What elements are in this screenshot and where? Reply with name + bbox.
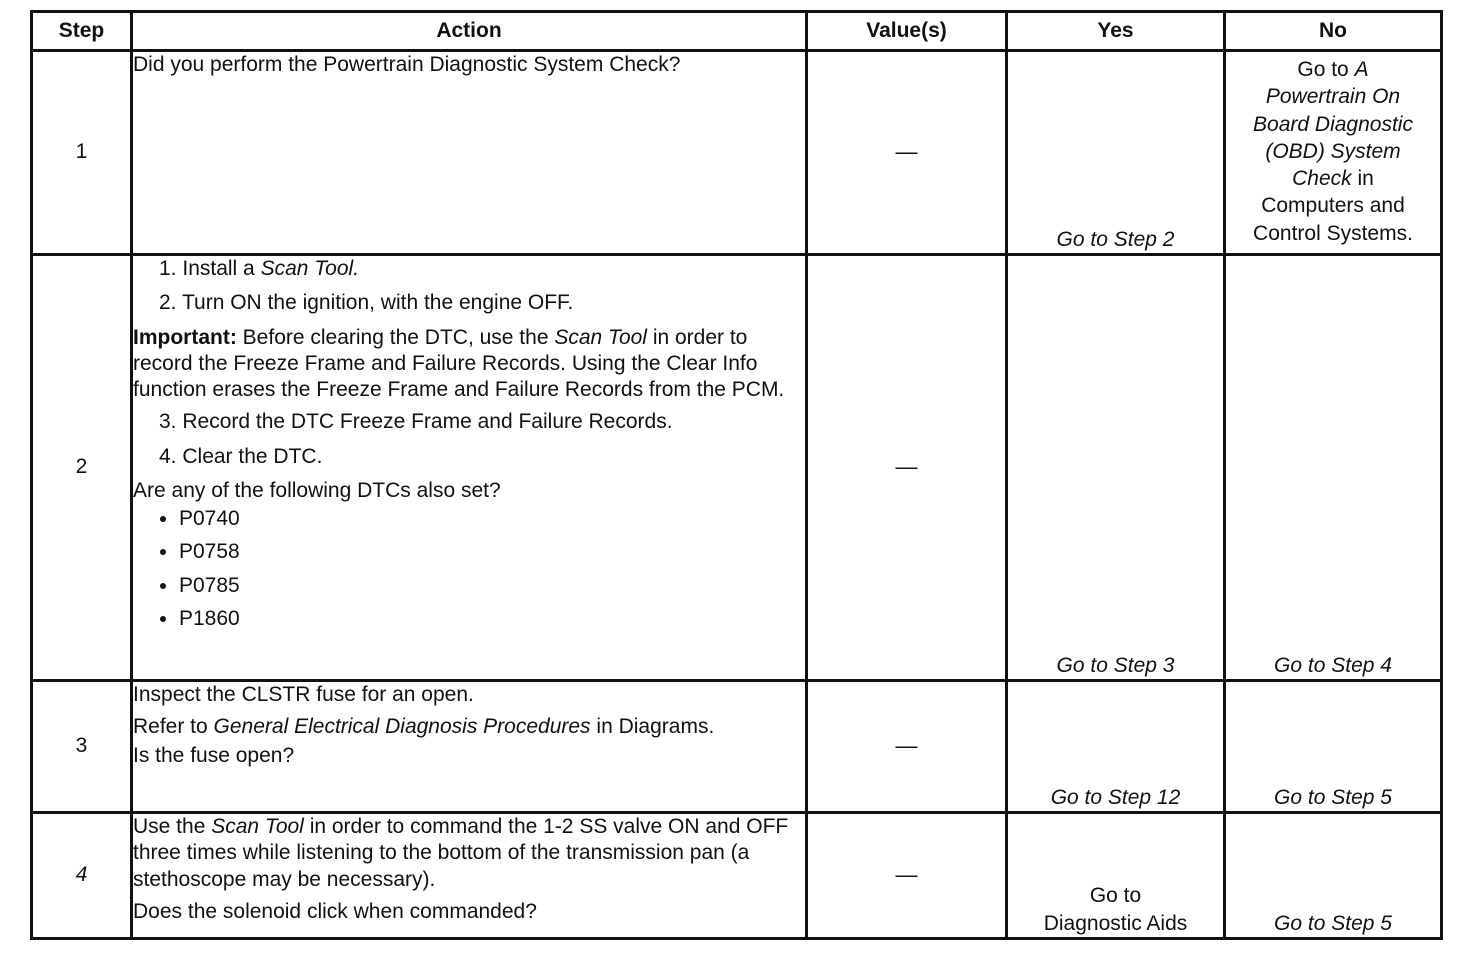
procedure-step	[155, 409, 805, 435]
no-cell	[1225, 255, 1442, 681]
header-values: Value(s)	[807, 12, 1007, 51]
action-cell	[132, 51, 807, 255]
action-cell	[132, 813, 807, 939]
table-row-step-1	[32, 51, 1442, 255]
table-row-step-4	[32, 813, 1442, 939]
refer-post: in Diagrams.	[596, 715, 715, 739]
step-number: 2	[32, 255, 132, 681]
yes-line: Diagnostic Aids	[1043, 911, 1188, 935]
no-link[interactable]: Go to Step 5	[1274, 785, 1392, 809]
no-line-italic: A	[1354, 58, 1369, 81]
action-question: Is the fuse open?	[133, 743, 295, 767]
table-row-step-3	[32, 681, 1442, 813]
value-dash: —	[895, 862, 918, 888]
header-row	[32, 12, 1442, 51]
value-dash: —	[895, 454, 918, 480]
dtc-code: • P1860	[179, 606, 805, 632]
action-post: in order to command the 1-2 SS valve ON and OFF three times while listening to the bottom of the transmission pan (a stethoscope may be necessary).	[133, 815, 789, 891]
no-italic-line: Board Diagnostic	[1253, 112, 1413, 136]
yes-link[interactable]: Go to Step 2	[1056, 227, 1175, 251]
value-cell	[807, 813, 1007, 939]
header-yes: Yes	[1007, 12, 1225, 51]
value-cell	[807, 51, 1007, 255]
no-tail-line: Control Systems.	[1253, 221, 1413, 245]
step-italic: Scan Tool	[260, 257, 354, 281]
step-text: Record the DTC Freeze Frame and Failure Records.	[182, 410, 673, 434]
dtc-code: • P0785	[179, 573, 805, 599]
important-note	[133, 325, 805, 404]
action-italic: Scan Tool	[211, 815, 304, 839]
step-text: Clear the DTC.	[182, 444, 323, 468]
yes-link[interactable]: Go to Step 12	[1050, 785, 1181, 809]
important-text: in order to record the Freeze Frame and Failure Records. Using the Clear Info function erases the Freeze Frame and Failure Records from the PCM.	[133, 325, 785, 402]
step-num: 1.	[159, 257, 177, 281]
yes-cell	[1007, 681, 1225, 813]
action-text	[133, 814, 805, 893]
no-in-text: in	[1357, 167, 1374, 191]
refer-italic[interactable]: General Electrical Diagnosis Procedures	[213, 715, 591, 739]
action-question: Are any of the following DTCs also set?	[133, 478, 501, 502]
procedure-list-a	[133, 256, 805, 317]
yes-link[interactable]: Go to Step 3	[1056, 653, 1175, 677]
value-dash: —	[895, 733, 918, 759]
action-question: Does the solenoid click when commanded?	[133, 899, 537, 923]
diagnostic-table	[30, 10, 1443, 940]
dtc-code: • P0740	[179, 506, 805, 532]
step-num: 4.	[159, 444, 177, 468]
no-italic-line: Powertrain On	[1265, 85, 1401, 109]
yes-cell	[1007, 51, 1225, 255]
no-cell	[1225, 51, 1442, 255]
dtc-list	[133, 506, 805, 632]
important-text: Before clearing the DTC, use the	[242, 325, 549, 349]
step-number: 4	[32, 813, 132, 939]
action-text: Inspect the CLSTR fuse for an open.	[133, 683, 474, 707]
yes-link[interactable]	[1008, 882, 1223, 937]
refer-text	[133, 714, 805, 740]
no-cell	[1225, 813, 1442, 939]
no-link[interactable]: Go to Step 4	[1274, 653, 1392, 677]
value-dash: —	[895, 139, 918, 165]
procedure-list-b	[133, 409, 805, 470]
important-italic: Scan Tool	[554, 325, 647, 349]
important-label: Important:	[133, 325, 237, 349]
step-number: 1	[32, 51, 132, 255]
procedure-step	[155, 444, 805, 470]
step-num: 2.	[159, 291, 177, 315]
action-pre: Use the	[133, 815, 206, 839]
no-italic-line: Check	[1292, 167, 1352, 191]
procedure-step	[155, 256, 805, 282]
step-text: .	[353, 257, 360, 281]
no-tail-line: Computers and	[1261, 194, 1405, 218]
yes-line: Go to	[1089, 884, 1142, 908]
no-italic-line: (OBD) System	[1265, 139, 1401, 163]
refer-pre: Refer to	[133, 715, 208, 739]
action-cell	[132, 681, 807, 813]
step-number: 3	[32, 681, 132, 813]
value-cell	[807, 255, 1007, 681]
no-line-plain: Go to	[1297, 58, 1349, 81]
table-row-step-2	[32, 255, 1442, 681]
header-step: Step	[32, 12, 132, 51]
step-num: 3.	[159, 410, 177, 434]
action-text: Did you perform the Powertrain Diagnostic System Check?	[133, 53, 681, 76]
value-cell	[807, 681, 1007, 813]
header-action: Action	[132, 12, 807, 51]
no-cell	[1225, 681, 1442, 813]
step-text: Install a	[182, 257, 255, 281]
action-cell	[132, 255, 807, 681]
dtc-code: • P0758	[179, 539, 805, 565]
step-text: Turn ON the ignition, with the engine OFF.	[181, 291, 574, 315]
yes-cell	[1007, 813, 1225, 939]
header-no: No	[1225, 12, 1442, 51]
yes-cell	[1007, 255, 1225, 681]
no-link[interactable]	[1230, 56, 1436, 247]
no-link[interactable]: Go to Step 5	[1274, 911, 1392, 935]
procedure-step	[155, 290, 805, 316]
